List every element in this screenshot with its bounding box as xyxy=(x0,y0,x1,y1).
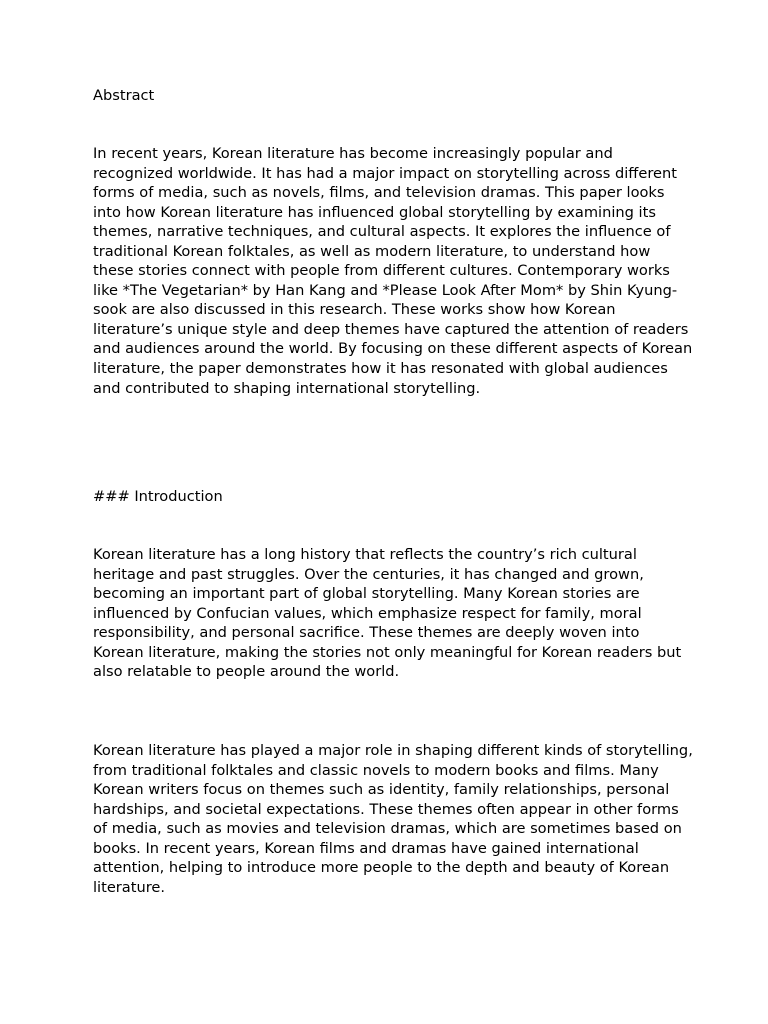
abstract-paragraph: In recent years, Korean literature has become increasingly popular and recognized worldwide. It has had a major impact on storytelling across different forms of media, such as novels, films, and television dramas. This paper looks into how Korean literature has influenced global storytelling by examining its themes, narrative techniques, and cultural aspects. It explores the influence of traditional Korean folktales, as well as modern literature, to understand how these stories connect with people from different cultures. Contemporary works like *The Vegetarian* by Han Kang and *Please Look After Mom* by Shin Kyung-sook are also discussed in this research. These works show how Korean literature’s unique style and deep themes have captured the attention of readers and audiences around the world. By focusing on these different aspects of Korean literature, the paper demonstrates how it has resonated with global audiences and contributed to shaping international storytelling. xyxy=(93,145,693,397)
abstract-heading: Abstract xyxy=(93,87,155,104)
intro-paragraph-2: Korean literature has played a major role in shaping different kinds of storytelling, from traditional folktales and classic novels to modern books and films. Many Korean writers focus on themes such as identity, family relationships, personal hardships, and societal expectations. These themes often appear in other forms of media, such as movies and television dramas, which are sometimes based on books. In recent years, Korean films and dramas have gained international attention, helping to introduce more people to the depth and beauty of Korean literature. xyxy=(93,742,693,896)
intro-paragraph-1: Korean literature has a long history that reflects the country’s rich cultural heritage and past struggles. Over the centuries, it has changed and grown, becoming an important part of global storytelling. Many Korean stories are influenced by Confucian values, which emphasize respect for family, moral responsibility, and personal sacrifice. These themes are deeply woven into Korean literature, making the stories not only meaningful for Korean readers but also relatable to people around the world. xyxy=(93,546,682,681)
introduction-heading: ### Introduction xyxy=(93,488,223,505)
